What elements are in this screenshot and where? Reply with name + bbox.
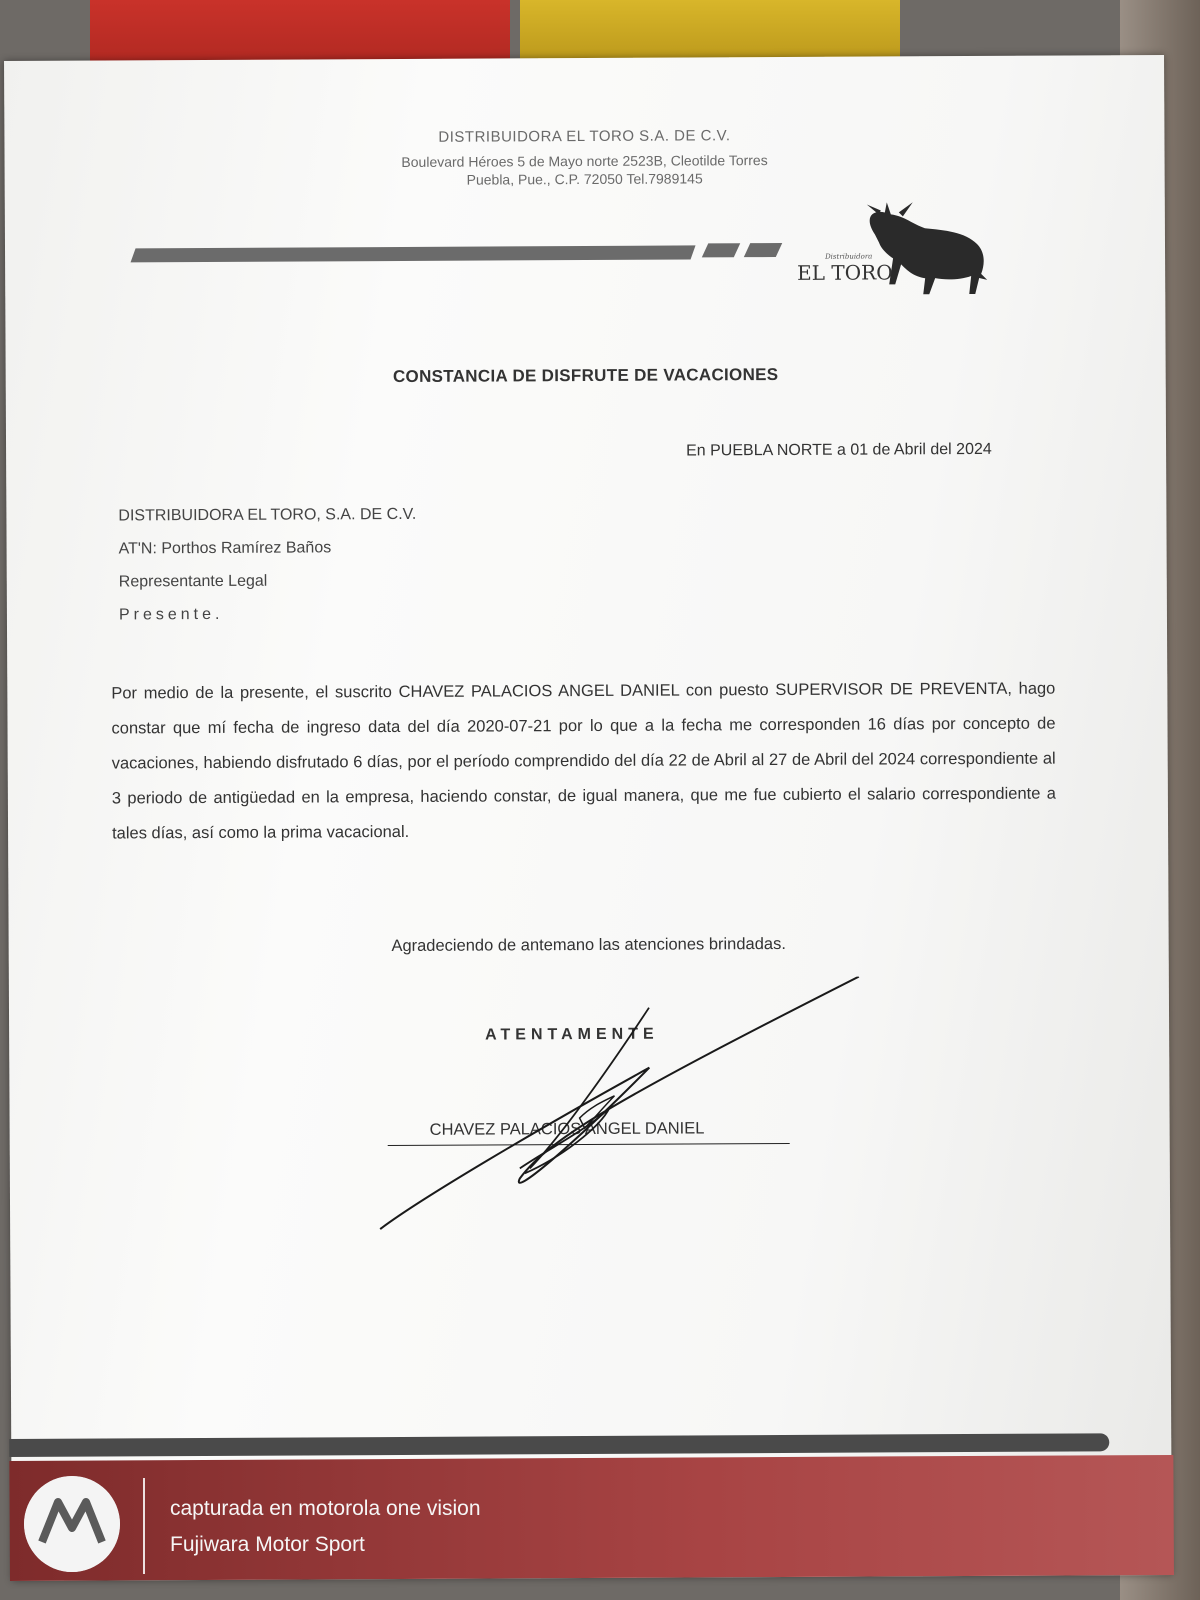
letterhead-address — [5, 149, 1165, 191]
logo-small-text: Distribuidora — [825, 252, 873, 261]
header-dash — [744, 243, 782, 257]
footer-bar — [9, 1433, 1109, 1457]
watermark-line1: capturada en motorola one vision — [170, 1497, 481, 1520]
handwritten-signature-icon — [359, 976, 880, 1239]
letterhead-address-line2: Puebla, Pue., C.P. 72050 Tel.7989145 — [466, 170, 703, 188]
atentamente-label: ATENTAMENTE — [485, 1025, 659, 1044]
body-paragraph: Por medio de la presente, el suscrito CHAVEZ PALACIOS ANGEL DANIEL con puesto SUPERVISOR DE PREVENTA, hago constar que mí fecha de ingreso data del día 2020-07-21 por lo que a la fecha me corresponden 16 días por concepto de vacaciones, habiendo disfrutado 6 días, por el período comprendido del día 22 de Abril al 27 de Abril del 2024 correspondiente al 3 periodo de antigüedad en la empresa, haciendo constar, de igual manera, que me fue cubierto el salario correspondiente a tales días, así como la prima vacacional. — [111, 679, 1056, 843]
motorola-logo-icon — [24, 1476, 120, 1572]
watermark-divider — [143, 1478, 145, 1574]
bull-logo-icon — [795, 194, 996, 305]
recipient-company: DISTRIBUIDORA EL TORO, S.A. DE C.V. — [118, 505, 417, 525]
recipient-presente: Presente. — [118, 605, 224, 624]
signer-name: CHAVEZ PALACIOS ANGEL DANIEL — [429, 1119, 705, 1139]
header-dash — [702, 243, 740, 257]
recipient-attn: AT'N: Porthos Ramírez Baños — [118, 539, 332, 558]
recipient-role: Representante Legal — [118, 572, 268, 591]
document-title: CONSTANCIA DE DISFRUTE DE VACACIONES — [392, 364, 779, 387]
place-date: En PUEBLA NORTE a 01 de Abril del 2024 — [686, 440, 992, 460]
letterhead-company: DISTRIBUIDORA EL TORO S.A. DE C.V. — [438, 127, 731, 146]
document-page — [4, 55, 1172, 1581]
header-bar — [131, 245, 696, 262]
logo-brand-text: EL TORO — [797, 260, 893, 285]
closing-line: Agradeciendo de antemano las atenciones brindadas. — [391, 934, 786, 956]
watermark-line2: Fujiwara Motor Sport — [170, 1533, 365, 1556]
letterhead-address-line1: Boulevard Héroes 5 de Mayo norte 2523B, Cleotilde Torres — [401, 152, 768, 170]
